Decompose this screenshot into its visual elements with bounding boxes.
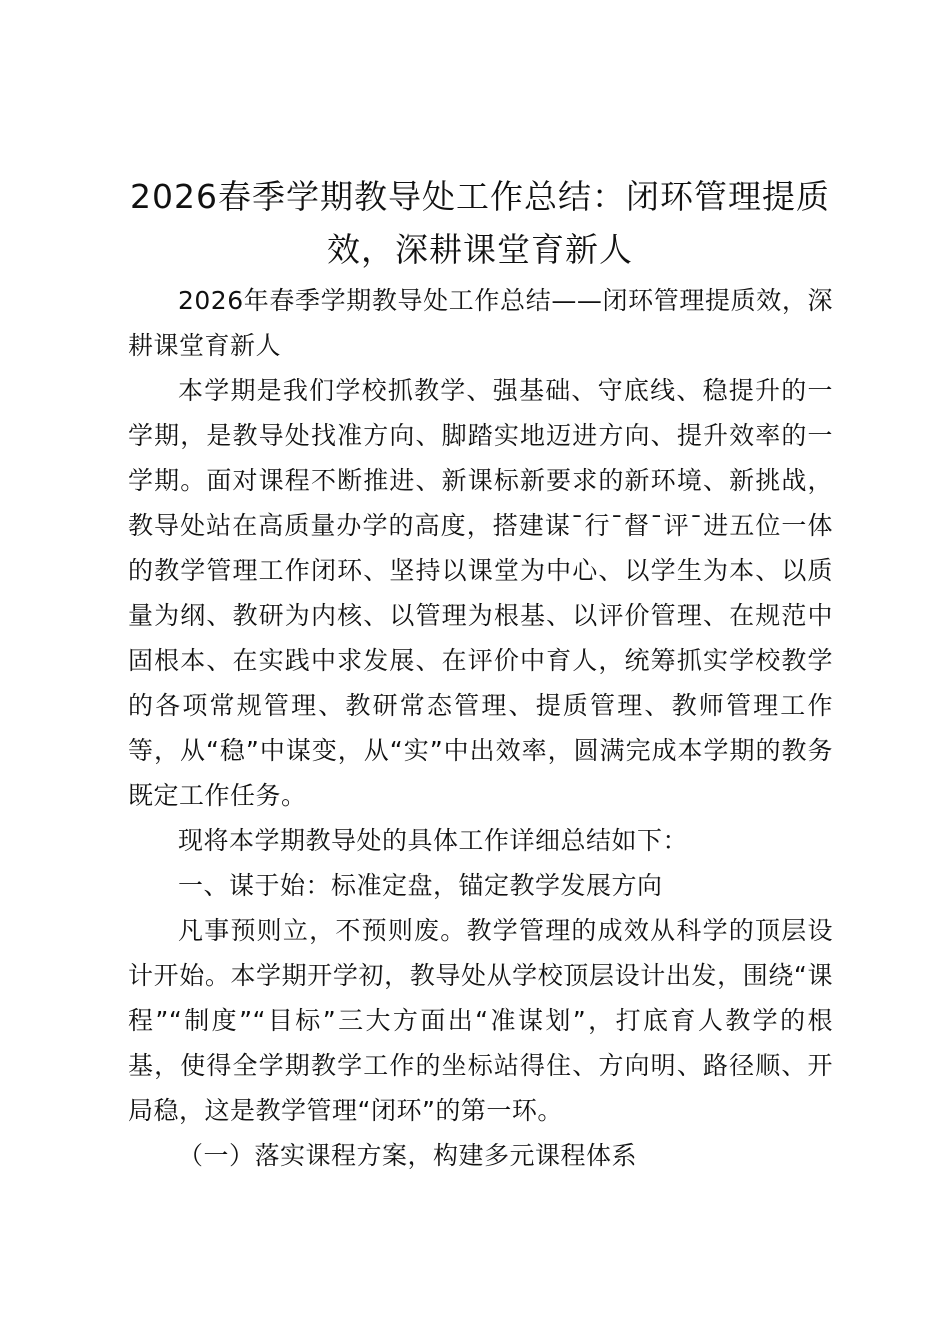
subtitle-paragraph: 2026年春季学期教导处工作总结——闭环管理提质效，深耕课堂育新人 <box>128 286 833 360</box>
document-body <box>128 278 833 1178</box>
section-heading-1: 一、谋于始：标准定盘，锚定教学发展方向 <box>178 871 663 900</box>
summary-lead-paragraph: 现将本学期教导处的具体工作详细总结如下： <box>178 826 689 855</box>
subsection-heading-1: （一）落实课程方案，构建多元课程体系 <box>178 1141 638 1170</box>
document-title: 2026春季学期教导处工作总结：闭环管理提质效，深耕课堂育新人 <box>130 177 830 269</box>
intro-paragraph: 本学期是我们学校抓教学、强基础、守底线、稳提升的一学期，是教导处找准方向、脚踏实地迈进方向、提升效率的一学期。面对课程不断推进、新课标新要求的新环境、新挑战，教导处站在高质量办学的高度，搭建谋¯行¯督¯评¯进五位一体的教学管理工作闭环、坚持以课堂为中心、以学生为本、以质量为纲、教研为内核、以管理为根基、以评价管理、在规范中固根本、在实践中求发展、在评价中育人，统筹抓实学校教学的各项常规管理、教研常态管理、提质管理、教师管理工作等，从“稳”中谋变，从“实”中出效率，圆满完成本学期的教务既定工作任务。 <box>128 376 833 810</box>
section-paragraph-1: 凡事预则立，不预则废。教学管理的成效从科学的顶层设计开始。本学期开学初，教导处从学校顶层设计出发，围绕“课程”“制度”“目标”三大方面出“准谋划”，打底育人教学的根基，使得全学期教学工作的坐标站得住、方向明、路径顺、开局稳，这是教学管理“闭环”的第一环。 <box>128 916 833 1125</box>
